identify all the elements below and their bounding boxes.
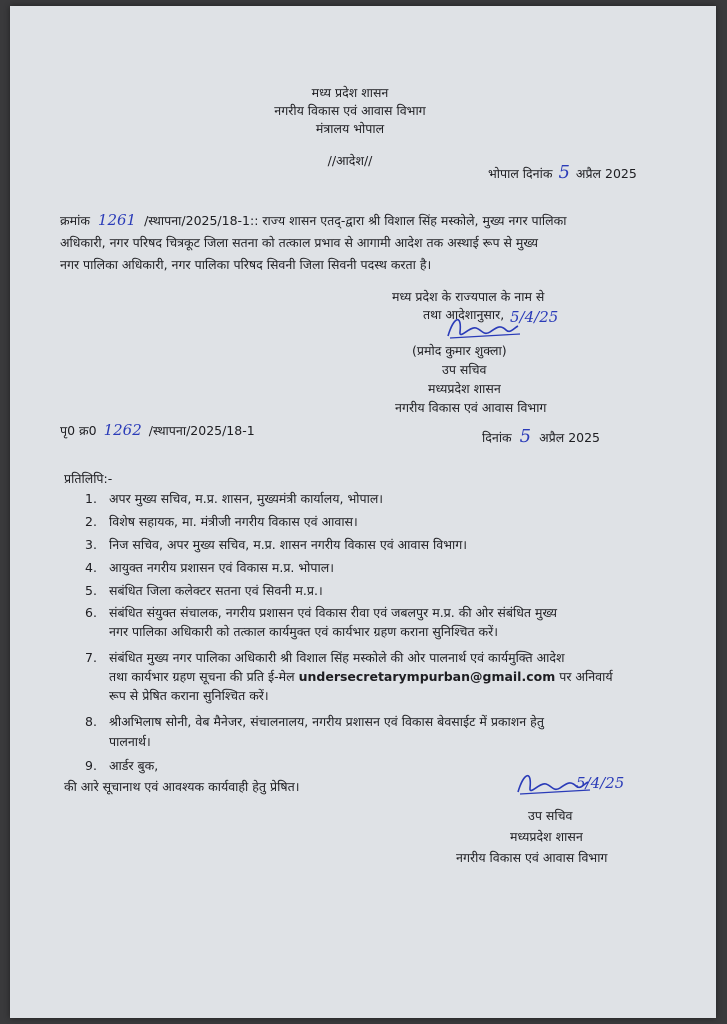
sig2-designation: उप सचिव	[528, 808, 573, 823]
date-day-handwritten: 5	[558, 162, 570, 183]
kramank-number-handwritten: 1261	[97, 211, 137, 229]
order-line-1-text: /स्थापना/2025/18-1:: राज्य शासन एतद्-द्वारा श्री विशाल सिंह मस्कोले, मुख्य नगर पालिका	[144, 213, 567, 228]
order-line-2: अधिकारी, नगर परिषद चित्रकूट जिला सतना को तत्काल प्रभाव से आगामी आदेश तक अस्थाई रूप से मुख्य	[60, 235, 538, 250]
endorsement-date	[482, 428, 600, 446]
sig2-handwritten-date: 5/4/25	[576, 774, 625, 792]
list-item: 4. आयुक्त नगरीय प्रशासन एवं विकास म.प्र. भोपाल।	[85, 560, 334, 575]
header-line-2: नगरीय विकास एवं आवास विभाग	[274, 103, 426, 118]
date-prefix: भोपाल दिनांक	[488, 166, 553, 181]
endorsement-date-prefix: दिनांक	[482, 430, 512, 445]
order-line-1	[60, 212, 566, 229]
sig2-dept-2: नगरीय विकास एवं आवास विभाग	[456, 850, 608, 865]
kramank-label: क्रमांक	[60, 213, 90, 228]
list-item: 9. आर्डर बुक,	[85, 758, 159, 773]
list-item: 2. विशेष सहायक, मा. मंत्रीजी नगरीय विकास एवं आवास।	[85, 514, 358, 529]
header-line-3: मंत्रालय भोपाल	[315, 121, 385, 136]
endorsement-date-day-handwritten: 5	[519, 426, 532, 447]
date-rest: अप्रैल 2025	[575, 166, 637, 181]
email-address: undersecretarympurban@gmail.com	[298, 669, 556, 684]
list-item: 3. निज सचिव, अपर मुख्य सचिव, म.प्र. शासन नगरीय विकास एवं आवास विभाग।	[85, 537, 468, 552]
document-page	[10, 6, 716, 1018]
order-date	[488, 164, 637, 182]
endorsement-number-handwritten: 1262	[103, 421, 142, 439]
endorsement-number-line	[60, 422, 255, 439]
sig1-line-1: मध्य प्रदेश के राज्यपाल के नाम से	[392, 289, 545, 304]
list-item: 6. संबंधित संयुक्त संचालक, नगरीय प्रशासन एवं विकास रीवा एवं जबलपुर म.प्र. की ओर संबंधित मुख्य	[85, 605, 558, 620]
sig1-dept-2: नगरीय विकास एवं आवास विभाग	[395, 400, 547, 415]
closing-line: की आरे सूचानाथ एवं आवश्यक कार्यवाही हेतु प्रेषित।	[64, 779, 300, 794]
endorsement-prefix: पृ0 क्र0	[60, 423, 97, 438]
sig1-dept-1: मध्यप्रदेश शासन	[428, 381, 501, 396]
endorsement-date-rest: अप्रैल 2025	[539, 430, 601, 445]
sig1-designation: उप सचिव	[442, 362, 487, 377]
order-line-3: नगर पालिका अधिकारी, नगर पालिका परिषद सिवनी जिला सिवनी पदस्थ करता है।	[60, 257, 432, 272]
list-item-continuation: नगर पालिका अधिकारी को तत्काल कार्यमुक्त एवं कार्यभार ग्रहण कराना सुनिश्चित करें।	[109, 624, 499, 639]
header-line-1: मध्य प्रदेश शासन	[311, 85, 389, 100]
list-item: 5. सबंधित जिला कलेक्टर सतना एवं सिवनी म.प्र.।	[85, 583, 323, 598]
list-item-continuation: पालनार्थ।	[109, 734, 151, 749]
list-item-continuation: रूप से प्रेषित कराना सुनिश्चित करें।	[109, 688, 269, 703]
copy-to-label: प्रतिलिपि:-	[64, 471, 113, 486]
list-item: 1. अपर मुख्य सचिव, म.प्र. शासन, मुख्यमंत्री कार्यालय, भोपाल।	[85, 491, 384, 506]
list-item: 7. संबंधित मुख्य नगर पालिका अधिकारी श्री विशाल सिंह मस्कोले की ओर पालनार्थ एवं कार्यमुक्ति आदेश	[85, 650, 565, 665]
list-item-continuation: तथा कार्यभार ग्रहण सूचना की प्रति ई-मेल undersecretarympurban@gmail.com पर अनिवार्य	[109, 669, 613, 684]
order-title: //आदेश//	[327, 153, 373, 168]
sig2-dept-1: मध्यप्रदेश शासन	[510, 829, 583, 844]
sig1-line-2: तथा आदेशानुसार,	[423, 307, 505, 322]
sig1-name: (प्रमोद कुमार शुक्ला)	[412, 343, 507, 358]
sig1-handwritten-date: 5/4/25	[510, 308, 559, 326]
endorsement-rest: /स्थापना/2025/18-1	[148, 423, 255, 438]
list-item: 8. श्रीअभिलाष सोनी, वेब मैनेजर, संचालनालय, नगरीय प्रशासन एवं विकास बेवसाईट में प्रकाशन हेतु	[85, 714, 544, 729]
